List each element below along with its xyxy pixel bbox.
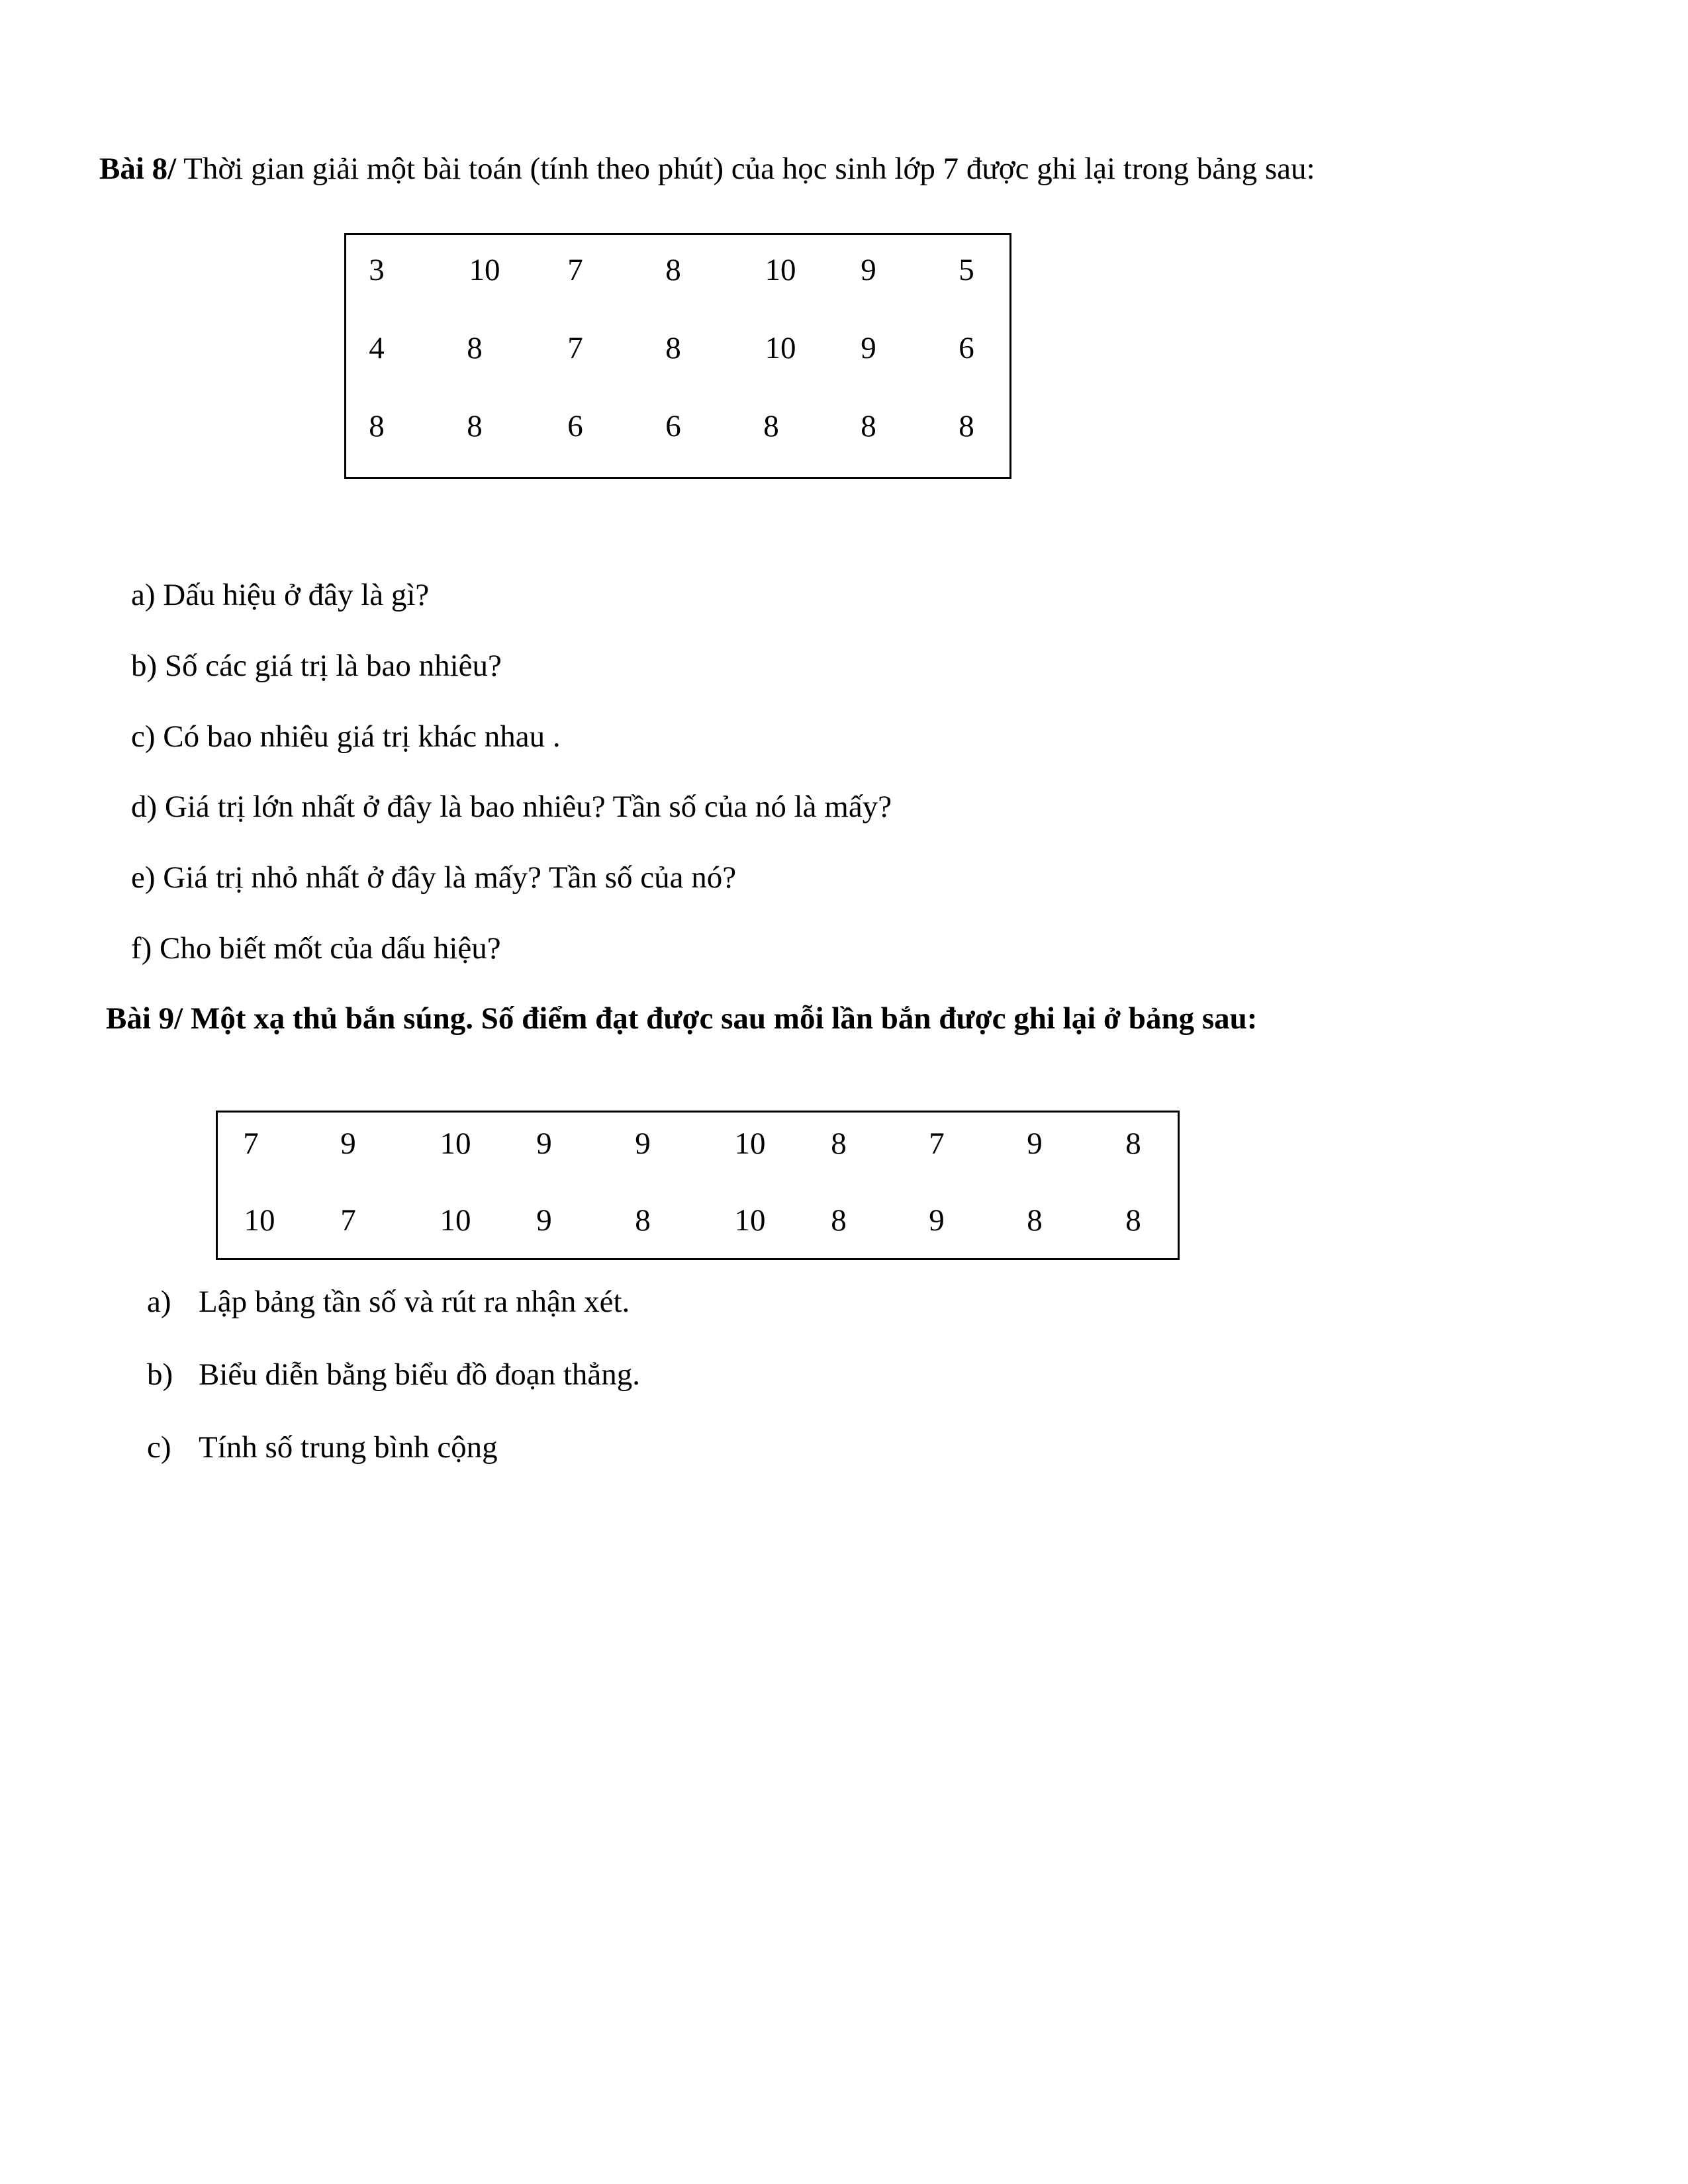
table-cell: 6 (959, 331, 974, 365)
table-cell: 8 (635, 1203, 651, 1238)
bai8-question-c: c) Có bao nhiêu giá trị khác nhau . (131, 719, 561, 754)
table-cell: 9 (340, 1126, 356, 1161)
bai8-question-d: d) Giá trị lớn nhất ở đây là bao nhiêu? Tần số của nó là mấy? (131, 790, 892, 824)
table-cell: 6 (665, 409, 681, 443)
bai8-question-f: f) Cho biết mốt của dấu hiệu? (131, 931, 501, 966)
table-cell: 8 (467, 409, 483, 443)
table-cell: 8 (763, 409, 779, 443)
bai9-task-b-text: Biểu diễn bằng biểu đồ đoạn thẳng. (199, 1357, 640, 1392)
bai8-question-e: e) Giá trị nhỏ nhất ở đây là mấy? Tần số của nó? (131, 860, 737, 895)
table-cell: 8 (369, 409, 385, 443)
table-cell: 9 (929, 1203, 945, 1238)
table-cell: 10 (765, 253, 796, 287)
table-cell: 8 (665, 253, 681, 287)
table-cell: 10 (734, 1126, 766, 1161)
table-cell: 8 (1125, 1126, 1141, 1161)
table-cell: 8 (1027, 1203, 1043, 1238)
table-cell: 10 (440, 1203, 471, 1238)
table-cell: 8 (665, 331, 681, 365)
table-cell: 9 (536, 1203, 552, 1238)
table-cell: 9 (861, 253, 876, 287)
bai9-task-a-text: Lập bảng tần số và rút ra nhận xét. (199, 1285, 630, 1319)
table-cell: 4 (369, 331, 385, 365)
table-cell: 8 (1125, 1203, 1141, 1238)
bai8-heading (99, 151, 1315, 187)
table-cell: 9 (861, 331, 876, 365)
bai8-heading-label: Bài 8/ (99, 152, 177, 186)
table-cell: 10 (469, 253, 500, 287)
bai8-question-b: b) Số các giá trị là bao nhiêu? (131, 649, 502, 683)
table-cell: 8 (861, 409, 876, 443)
table-cell: 7 (243, 1126, 259, 1161)
bai9-task-b-label: b) (147, 1357, 173, 1392)
table-cell: 7 (929, 1126, 945, 1161)
table-cell: 10 (244, 1203, 275, 1238)
table-cell: 10 (734, 1203, 766, 1238)
bai8-heading-text: Thời gian giải một bài toán (tính theo phút) của học sinh lớp 7 được ghi lại trong bảng sau: (176, 152, 1315, 186)
table-cell: 8 (467, 331, 483, 365)
bai9-task-a-label: a) (147, 1285, 171, 1319)
bai9-heading: Bài 9/ Một xạ thủ bắn súng. Số điểm đạt được sau mỗi lần bắn được ghi lại ở bảng sau: (106, 1001, 1258, 1036)
bai9-task-c-text: Tính số trung bình cộng (199, 1430, 498, 1465)
table-cell: 9 (635, 1126, 651, 1161)
table-cell: 10 (440, 1126, 471, 1161)
table-cell: 6 (567, 409, 583, 443)
table-cell: 7 (340, 1203, 356, 1238)
table-cell: 8 (831, 1126, 847, 1161)
table-cell: 7 (567, 253, 583, 287)
table-cell: 7 (567, 331, 583, 365)
table-cell: 3 (369, 253, 385, 287)
bai9-task-c-label: c) (147, 1430, 171, 1465)
table-cell: 9 (536, 1126, 552, 1161)
table-cell: 9 (1027, 1126, 1043, 1161)
bai8-question-a: a) Dấu hiệu ở đây là gì? (131, 578, 430, 612)
table-cell: 10 (765, 331, 796, 365)
bai8-data-table (344, 233, 1011, 479)
bai9-data-table (216, 1111, 1180, 1260)
table-cell: 5 (959, 253, 974, 287)
table-cell: 8 (831, 1203, 847, 1238)
table-cell: 8 (959, 409, 974, 443)
